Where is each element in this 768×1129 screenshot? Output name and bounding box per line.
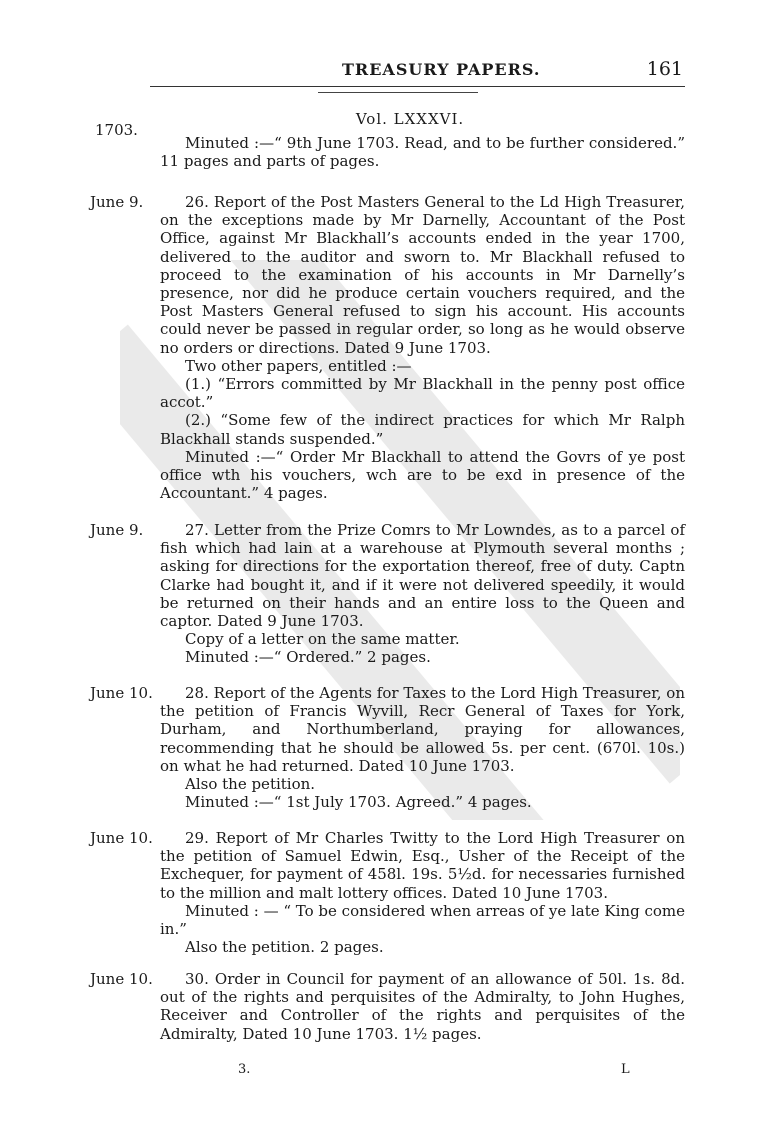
entry-date: June 9.: [90, 193, 144, 211]
entry-paragraph: Minuted :—“ Ordered.” 2 pages.: [185, 648, 431, 667]
year-margin: 1703.: [95, 121, 138, 139]
entry-paragraph: Also the petition.: [185, 775, 316, 794]
entry-paragraph: 29. Report of Mr Charles Twitty to the Lord High Treasurer on the petition of Samuel Edwin, Esq., Usher of the Receipt of the Exchequer, for payment of 458l. 19s. 5½d. for necessaries furnished to the million and malt lottery offices. Dated 10 June 1703.: [160, 829, 685, 902]
entry-paragraph: 27. Letter from the Prize Comrs to Mr Lowndes, as to a parcel of fish which had lain at a warehouse at Plymouth several months ; asking for directions for the exportation thereof, free of duty. Captn Clarke had bought it, and if it were not delivered speedily, it would be returned on their hands and an entire loss to the Queen and captor. Dated 9 June 1703.: [160, 521, 685, 631]
entry-paragraph: (1.) “Errors committed by Mr Blackhall in the penny post office accot.”: [160, 375, 685, 412]
entry-paragraph: Minuted : — “ To be considered when arreas of ye late King come in.”: [160, 901, 685, 939]
entry-paragraph: Copy of a letter on the same matter.: [185, 630, 460, 649]
entry-30: [160, 970, 685, 1043]
entry-29: [160, 829, 685, 956]
entry-paragraph: Also the petition. 2 pages.: [185, 938, 384, 957]
running-header: [150, 58, 685, 87]
entry-paragraph: 26. Report of the Post Masters General to the Ld High Treasurer, on the exceptions made by Mr Darnelly, Accountant of the Post Office, against Mr Blackhall’s accounts ended in the year 1700, delivered to the auditor and sworn to. Mr Blackhall refused to proceed to the examination of his accounts in Mr Darnelly’s presence, nor did he produce certain vouchers required, and the Post Masters General refused to sign his account. His accounts could never be passed in regular order, so long as he would observe no orders or directions. Dated 9 June 1703.: [160, 193, 685, 357]
page-number: 161: [646, 58, 683, 80]
entry-date: June 10.: [90, 829, 153, 847]
running-title: TREASURY PAPERS.: [342, 60, 541, 79]
continued-minute: Minuted :—“ 9th June 1703. Read, and to be further considered.” 11 pages and parts of pages.: [160, 134, 685, 171]
entry-paragraph: Minuted :—“ Order Mr Blackhall to attend the Govrs of ye post office wth his vouchers, wch are to be exd in presence of the Accountant.” 4 pages.: [160, 447, 685, 503]
signature-mark-right: L: [621, 1062, 630, 1077]
entry-paragraph: 30. Order in Council for payment of an allowance of 50l. 1s. 8d. out of the rights and perquisites of the Admiralty, to John Hughes, Receiver and Controller of the rights and perquisites of the Admiralty, Dated 10 June 1703. 1½ pages.: [160, 970, 685, 1043]
signature-mark-left: 3.: [238, 1062, 251, 1077]
entry-27: [160, 521, 685, 667]
entry-paragraph: Minuted :—“ 1st July 1703. Agreed.” 4 pages.: [185, 793, 532, 812]
volume-heading: Vol. LXXXVI.: [355, 110, 465, 128]
entry-paragraph: 28. Report of the Agents for Taxes to the Lord High Treasurer, on the petition of Francis Wyvill, Recr General of Taxes for York, Durham, and Northumberland, praying for allowances, recommending that he should be allowed 5s. per cent. (670l. 10s.) on what he had returned. Dated 10 June 1703.: [160, 684, 685, 775]
entry-paragraph: (2.) “Some few of the indirect practices for which Mr Ralph Blackhall stands suspended.”: [160, 411, 685, 448]
entry-paragraph: Two other papers, entitled :—: [185, 356, 412, 375]
entry-26: [160, 193, 685, 502]
entry-date: June 9.: [90, 521, 144, 539]
continued-entry: [160, 134, 685, 170]
entry-date: June 10.: [90, 970, 153, 988]
header-rule: [318, 92, 478, 93]
entry-date: June 10.: [90, 684, 153, 702]
entry-28: [160, 684, 685, 811]
